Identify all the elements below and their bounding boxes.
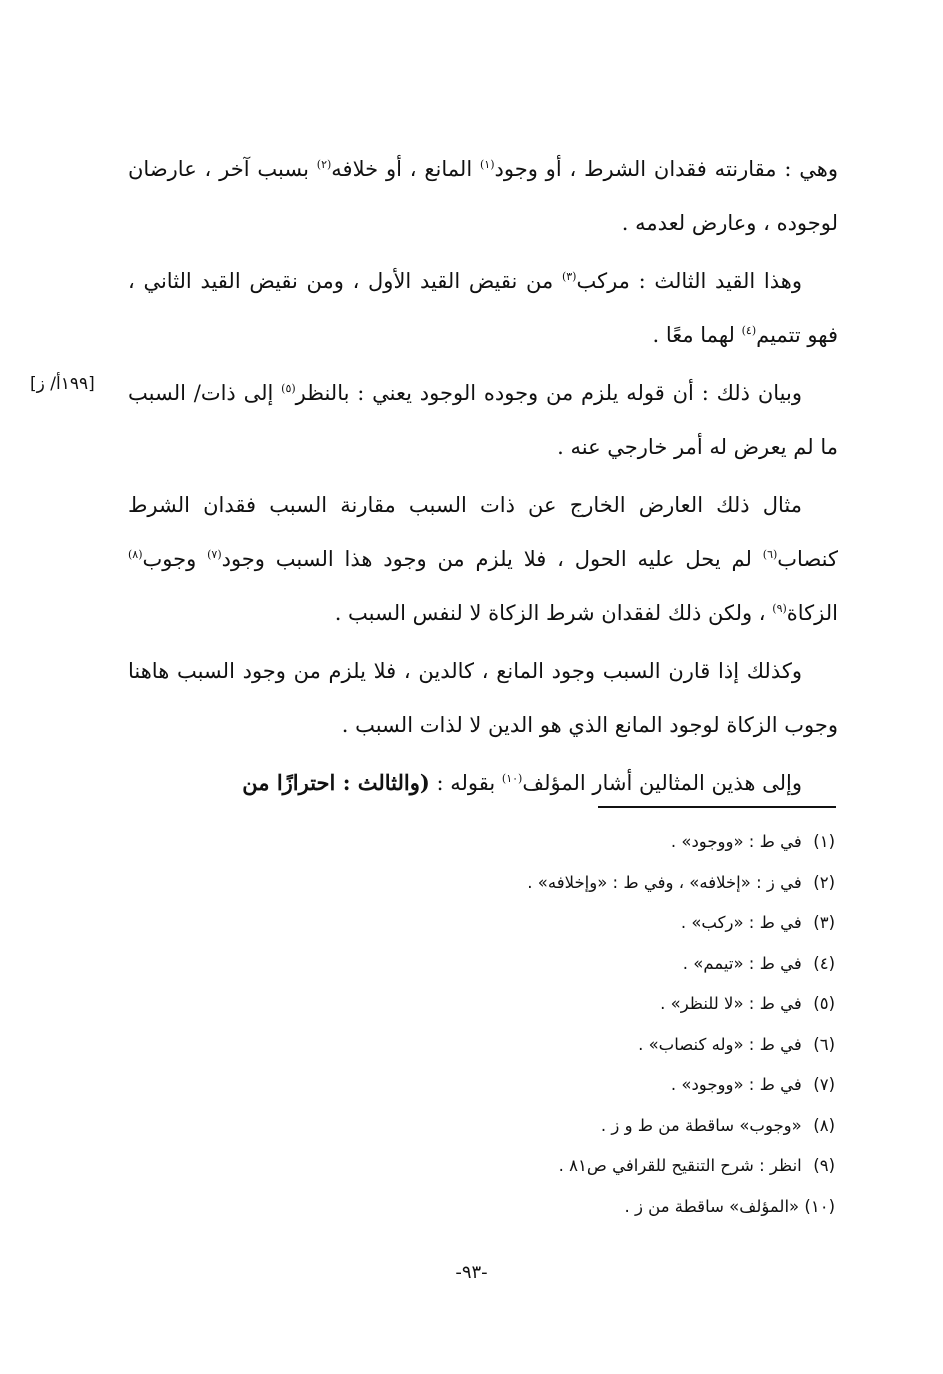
footnote-item — [135, 1106, 835, 1147]
footnote-item — [135, 903, 835, 944]
paragraph-2 — [128, 254, 838, 362]
footnotes — [135, 822, 835, 1227]
footnote-separator — [598, 806, 836, 808]
page-number: -٩٣- — [455, 1262, 488, 1283]
footnote-text: في ز : «إخلافه» ، وفي ط : «وإخلافه» . — [527, 872, 802, 892]
text-run: وهذا القيد الثالث : مركب — [576, 269, 802, 293]
text-run: إلى ذات/ السبب ما لم يعرض له أمر خارجي عنه . — [128, 381, 838, 459]
text-run: لم يحل عليه الحول ، فلا يلزم من وجود هذا السبب وجود — [221, 547, 763, 571]
main-text — [128, 142, 838, 814]
paragraph-1 — [128, 142, 838, 250]
footnote-ref: (٨) — [128, 548, 143, 561]
footnote-number: (٣) — [813, 913, 835, 932]
footnote-item — [135, 863, 835, 904]
footnote-text: في ط : «لا للنظر» . — [660, 994, 802, 1013]
text-run: ، ولكن ذلك لفقدان شرط الزكاة لا لنفس السبب . — [334, 601, 773, 625]
footnote-number: (١٠) — [804, 1196, 835, 1216]
text-run: وكذلك إذا قارن السبب وجود المانع ، كالدين ، فلا يلزم من وجود السبب هاهنا وجوب الزكاة لوجود المانع الذي هو الدين لا لذات السبب . — [128, 659, 838, 737]
text-run: وجوب — [142, 547, 208, 571]
manuscript-folio-marker: [١٩٩أ/ ز] — [30, 374, 95, 394]
paragraph-5 — [128, 644, 838, 752]
footnote-item — [135, 1187, 835, 1228]
footnote-text: في ط : «ووجود» . — [670, 1075, 802, 1094]
footnote-ref: (١٠) — [501, 772, 523, 785]
footnote-item — [135, 1025, 835, 1066]
footnote-number: (٤) — [813, 953, 835, 973]
text-run: الزكاة — [786, 601, 838, 625]
footnote-text: «المؤلف» ساقطة من ز . — [624, 1196, 800, 1216]
footnote-text: في ط : «تيمم» . — [682, 953, 802, 973]
footnote-number: (٨) — [813, 1115, 835, 1135]
paragraph-6 — [128, 756, 838, 810]
footnote-number: (٦) — [813, 1034, 835, 1054]
text-run: المانع ، أو خلافه — [331, 157, 480, 181]
footnote-item — [135, 1065, 835, 1106]
footnote-ref: (٧) — [207, 548, 222, 561]
footnote-ref: (١) — [480, 158, 495, 171]
footnote-number: (٧) — [813, 1075, 835, 1094]
footnote-item — [135, 1146, 835, 1187]
footnote-text: انظر : شرح التنقيح للقرافي ص٨١ . — [558, 1156, 802, 1175]
quoted-text-bold: (والثالث : احترازًا من — [242, 770, 430, 795]
footnote-text: في ط : «ووجود» . — [670, 832, 802, 851]
footnote-ref: (٦) — [762, 548, 778, 561]
footnote-ref: (٢) — [316, 158, 332, 171]
footnote-item — [135, 984, 835, 1025]
footnote-text: في ط : «وله كنصاب» . — [638, 1034, 802, 1054]
footnote-ref: (٤) — [741, 324, 757, 337]
paragraph-3 — [128, 366, 838, 474]
footnote-text: في ط : «ركب» . — [680, 913, 802, 932]
footnote-number: (١) — [813, 832, 835, 851]
footnote-ref: (٩) — [772, 602, 787, 615]
text-run: بسبب آخر ، عارضان لوجوده ، وعارض لعدمه . — [128, 157, 838, 235]
text-run: لهما معًا . — [652, 323, 742, 347]
footnote-number: (٥) — [813, 994, 835, 1013]
footnote-number: (٢) — [813, 872, 835, 892]
paragraph-4 — [128, 478, 838, 640]
footnote-number: (٩) — [813, 1156, 835, 1175]
text-run: وبيان ذلك : أن قوله يلزم من وجوده الوجود يعني : بالنظر — [295, 381, 802, 405]
footnote-item — [135, 944, 835, 985]
text-run: وإلى هذين المثالين أشار المؤلف — [522, 771, 802, 795]
footnote-ref: (٣) — [561, 270, 577, 283]
footnote-item — [135, 822, 835, 863]
text-run: من نقيض القيد الأول ، ومن نقيض القيد الثاني ، فهو تتميم — [128, 269, 838, 347]
text-run: مثال ذلك العارض الخارج عن ذات السبب مقارنة السبب فقدان الشرط كنصاب — [128, 493, 838, 571]
text-run: بقوله : — [429, 771, 502, 795]
footnote-text: «وجوب» ساقطة من ط و ز . — [600, 1115, 802, 1135]
text-run: وهي : مقارنته فقدان الشرط ، أو وجود — [494, 157, 838, 181]
footnote-ref: (٥) — [281, 382, 296, 395]
